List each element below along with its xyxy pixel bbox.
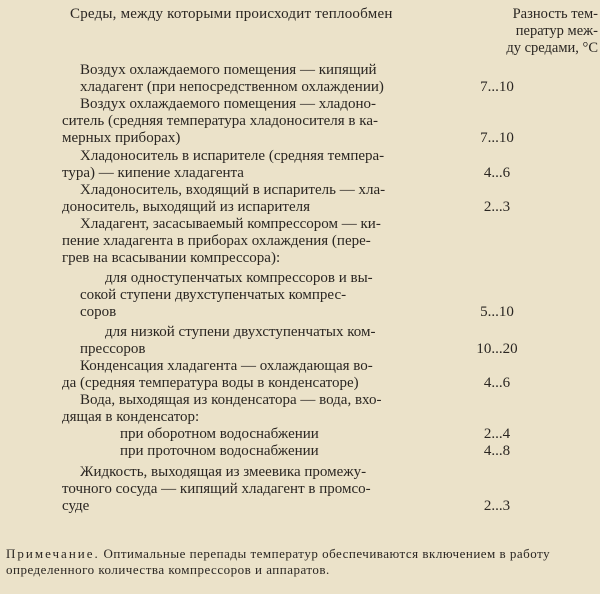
footnote-label: Примечание. bbox=[6, 546, 100, 561]
row-text-line: сокой ступени двухступенчатых компрес- bbox=[80, 287, 347, 303]
row-text-line: точного сосуда — кипящий хладагент в промсо- bbox=[62, 481, 371, 497]
row-text-line: пение хладагента в приборах охлаждения (пере- bbox=[62, 233, 371, 249]
row-text-line: прессоров bbox=[80, 341, 146, 357]
temperature-difference-value: 10...20 bbox=[476, 341, 518, 357]
row-text-line: соров bbox=[80, 304, 117, 320]
row-text-line: мерных приборах) bbox=[62, 130, 181, 146]
temperature-difference-value: 2...3 bbox=[483, 498, 511, 514]
row-text-line: да (средняя температура воды в конденсаторе) bbox=[62, 375, 359, 391]
row-text-line: тура) — кипение хладагента bbox=[62, 165, 244, 181]
row-text-line: ситель (средняя температура хладоносителя в ка- bbox=[62, 113, 378, 129]
row-text-line: Конденсация хладагента — охлаждающая во- bbox=[80, 358, 373, 374]
temperature-difference-value: 5...10 bbox=[480, 304, 514, 320]
row-text-line: для низкой ступени двухступенчатых ком- bbox=[105, 324, 376, 340]
row-text-line: Воздух охлаждаемого помещения — кипящий bbox=[80, 62, 377, 78]
temperature-difference-value: 7...10 bbox=[480, 130, 514, 146]
row-text-line: Жидкость, выходящая из змеевика промежу- bbox=[80, 464, 367, 480]
temperature-difference-value: 4...6 bbox=[483, 375, 511, 391]
column-header-media: Среды, между которыми происходит теплообмен bbox=[70, 6, 393, 22]
temperature-difference-value: 7...10 bbox=[480, 79, 514, 95]
column-header-temperature-difference: Разность тем- ператур меж- ду средами, °С bbox=[506, 6, 598, 56]
temperature-difference-value: 4...6 bbox=[483, 165, 511, 181]
temperature-difference-value: 2...4 bbox=[483, 426, 511, 442]
row-text-line: Хладагент, засасываемый компрессором — ки- bbox=[80, 216, 381, 232]
row-text-line: суде bbox=[62, 498, 90, 514]
row-text-line: доноситель, выходящий из испарителя bbox=[62, 199, 310, 215]
row-text-line: Вода, выходящая из конденсатора — вода, вхо- bbox=[80, 392, 382, 408]
row-text-line: дящая в конденсатор: bbox=[62, 409, 200, 425]
row-text-line: хладагент (при непосредственном охлаждении) bbox=[80, 79, 384, 95]
row-text-line: Воздух охлаждаемого помещения — хладоно- bbox=[80, 96, 376, 112]
row-text-line: грев на всасывании компрессора): bbox=[62, 250, 281, 266]
temperature-difference-value: 2...3 bbox=[483, 199, 511, 215]
row-text-line: при оборотном водоснабжении bbox=[120, 426, 319, 442]
row-text-line: при проточном водоснабжении bbox=[120, 443, 319, 459]
footnote bbox=[6, 546, 596, 578]
row-text-line: для одноступенчатых компрессоров и вы- bbox=[105, 270, 373, 286]
row-text-line: Хладоноситель в испарителе (средняя темпера- bbox=[80, 148, 385, 164]
footnote-text: Оптимальные перепады температур обеспечиваются включением в работу определенного количества компрессоров и аппаратов. bbox=[6, 546, 551, 577]
temperature-difference-value: 4...8 bbox=[483, 443, 511, 459]
row-text-line: Хладоноситель, входящий в испаритель — хла- bbox=[80, 182, 386, 198]
